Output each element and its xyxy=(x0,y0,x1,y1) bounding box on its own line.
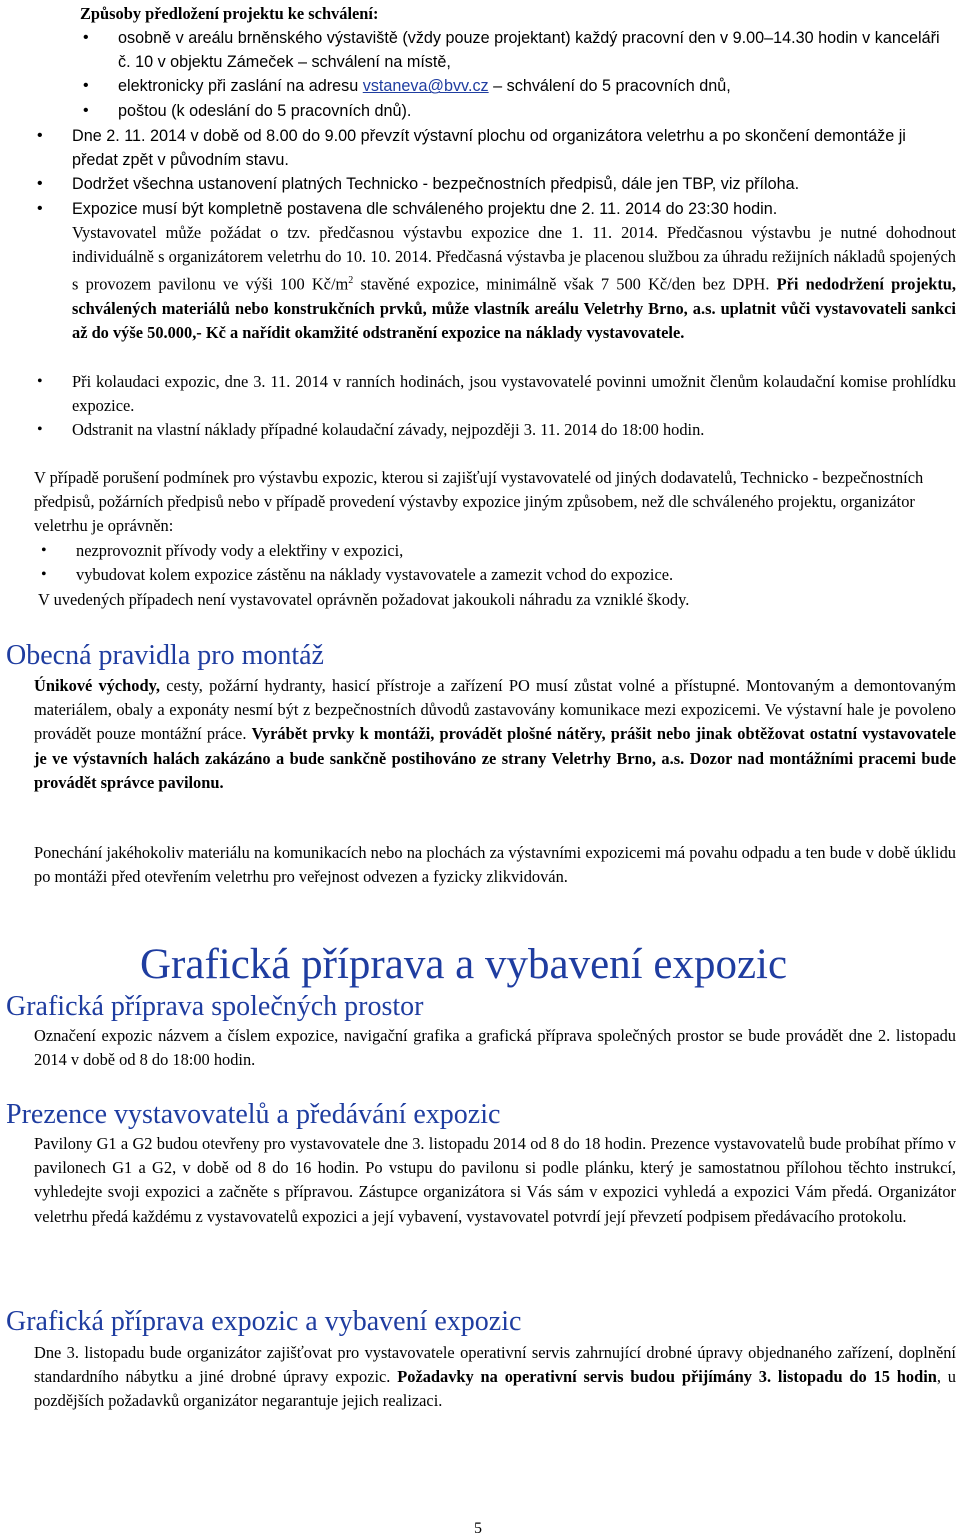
list-item: • vybudovat kolem expozice zástěnu na náklady vystavovatele a zamezit vchod do expozice. xyxy=(38,563,956,587)
list-item: • Expozice musí být kompletně postavena dle schváleného projektu dne 2. 11. 2014 do 23:30 hodin. xyxy=(34,197,956,221)
submission-ways-title: Způsoby předložení projektu ke schválení: xyxy=(80,4,379,23)
graphic-main-heading: Grafická příprava a vybavení expozic xyxy=(140,941,788,988)
list-item: • poštou (k odeslání do 5 pracovních dnů). xyxy=(80,99,956,123)
presence-heading: Prezence vystavovatelů a předávání expozic xyxy=(6,1099,501,1130)
email-suffix: – schválení do 5 pracovních dnů, xyxy=(488,77,731,96)
conditions-list xyxy=(34,124,956,221)
violation-list xyxy=(38,539,956,587)
general-rules-heading: Obecná pravidla pro montáž xyxy=(6,640,324,671)
common-areas-heading: Grafická příprava společných prostor xyxy=(6,991,424,1022)
general-rules-paragraph: Únikové východy, cesty, požární hydranty, hasicí přístroje a zařízení PO musí zůstat volné a přístupné. Montovaným a demontovaným materiálem, obaly a exponáty nesmí být z bezpečnostních důvodů zastavovány komunikace mezi expozicemi. Ve výstavní hale je povoleno provádět pouze montážní práce. Vyrábět prvky k montáži, provádět plošné nátěry, prášit nebo jinak obtěžovat ostatní vystavovatele je ve výstavních halách zakázáno a bude sankčně postihováno ze strany Veletrhy Brno, a.s. Dozor nad montážními pracemi bude provádět správce pavilonu. xyxy=(34,676,956,792)
equipment-text: Dne 3. listopadu bude organizátor zajišťovat pro vystavovatele operativní servis zahrnující drobné úpravy objednaného zařízení, doplnění standardního nábytku a jiné drobné úpravy expozic. Požadavky na operativní servis budou přijímány 3. listopadu do 15 hodin, u pozdějších požadavků organizátor negarantuje jejich realizaci. xyxy=(34,1343,956,1411)
list-item: • Dodržet všechna ustanovení platných Technicko - bezpečnostních předpisů, dále jen TBP, viz příloha. xyxy=(34,172,956,196)
email-prefix: elektronicky při zaslání na adresu xyxy=(118,77,363,96)
equipment-heading: Grafická příprava expozic a vybavení expozic xyxy=(6,1306,522,1337)
list-item: • Při kolaudaci expozic, dne 3. 11. 2014 v ranních hodinách, jsou vystavovatelé povinni umožnit členům kolaudační komise prohlídku expozice. xyxy=(34,370,956,418)
violation-intro: V případě porušení podmínek pro výstavbu expozic, kterou si zajišťují vystavovatelé od jiných dodavatelů, Technicko - bezpečnostních předpisů, požárních předpisů nebo v případě provedení výstavby expozice jiným způsobem, než dle schváleného projektu, organizátor veletrhu je oprávněn: xyxy=(34,468,924,536)
list-item xyxy=(80,74,956,98)
list-item: • Odstranit na vlastní náklady případné kolaudační závady, nejpozději 3. 11. 2014 do 18:00 hodin. xyxy=(34,418,956,442)
page-number: 5 xyxy=(474,1520,482,1537)
presence-text: Pavilony G1 a G2 budou otevřeny pro vystavovatele dne 3. listopadu 2014 od 8 do 18 hodin. Prezence vystavovatelů bude probíhat přímo v pavilonech G1 a G2, v době od 8 do 16 hodin. Po vstupu do pavilonu si podle plánku, který je samostatnou přílohou těchto instrukcí, vyhledejte svoji expozici a začněte s přípravou. Zástupce organizátora si Vás sám v expozici vyhledá a expozici Vám předá. Organizátor veletrhu předá každému z vystavovatelů expozici a její vybavení, vystavovatel potvrdí její převzetí podpisem předávacího protokolu. xyxy=(34,1134,956,1226)
violation-closing: V uvedených případech není vystavovatel oprávněn požadovat jakoukoli náhradu za vzniklé škody. xyxy=(38,590,690,609)
early-build-paragraph: Vystavovatel může požádat o tzv. předčasnou výstavbu expozice dne 1. 11. 2014. Předčasnou výstavbu je nutné dohodnout individuálně s organizátorem veletrhu do 10. 10. 2014. Předčasná výstavba je placenou službou za úhradu režijních nákladů spojených s provozem pavilonu ve výši 100 $Kč/m^2$ stavěné expozice, minimálně však 7 500 Kč/den bez DPH. Při nedodržení projektu, schválených materiálů nebo konstrukčních prvků, může vlastník areálu Veletrhy Brno, a.s. uplatnit vůči vystavovateli sankci až do výše 50.000,- Kč a nařídit okamžité odstranění expozice na náklady vystavovatele. xyxy=(72,223,956,343)
list-item: • osobně v areálu brněnského výstaviště (vždy pouze projektant) každý pracovní den v 9.00–14.30 hodin v kanceláři č. 10 v objektu Zámeček – schválení na místě, xyxy=(80,26,956,74)
submission-ways-list xyxy=(80,26,956,123)
common-areas-text: Označení expozic názvem a číslem expozice, navigační grafika a grafická příprava společných prostor se bude provádět dne 2. listopadu 2014 v době od 8 do 18:00 hodin. xyxy=(34,1026,956,1070)
list-item: • Dne 2. 11. 2014 v době od 8.00 do 9.00 převzít výstavní plochu od organizátora veletrhu a po skončení demontáže ji předat zpět v původním stavu. xyxy=(34,124,956,172)
list-item: • nezprovoznit přívody vody a elektřiny v expozici, xyxy=(38,539,956,563)
email-link[interactable]: vstaneva@bvv.cz xyxy=(362,77,489,96)
material-disposal-paragraph: Ponechání jakéhokoliv materiálu na komunikacích nebo na plochách za výstavními expozicemi má povahu odpadu a ten bude v době úklidu po montáži před otevřením veletrhu pro veřejnost odvezen a fyzicky zlikvidován. xyxy=(34,843,956,887)
inspection-list xyxy=(34,370,956,443)
